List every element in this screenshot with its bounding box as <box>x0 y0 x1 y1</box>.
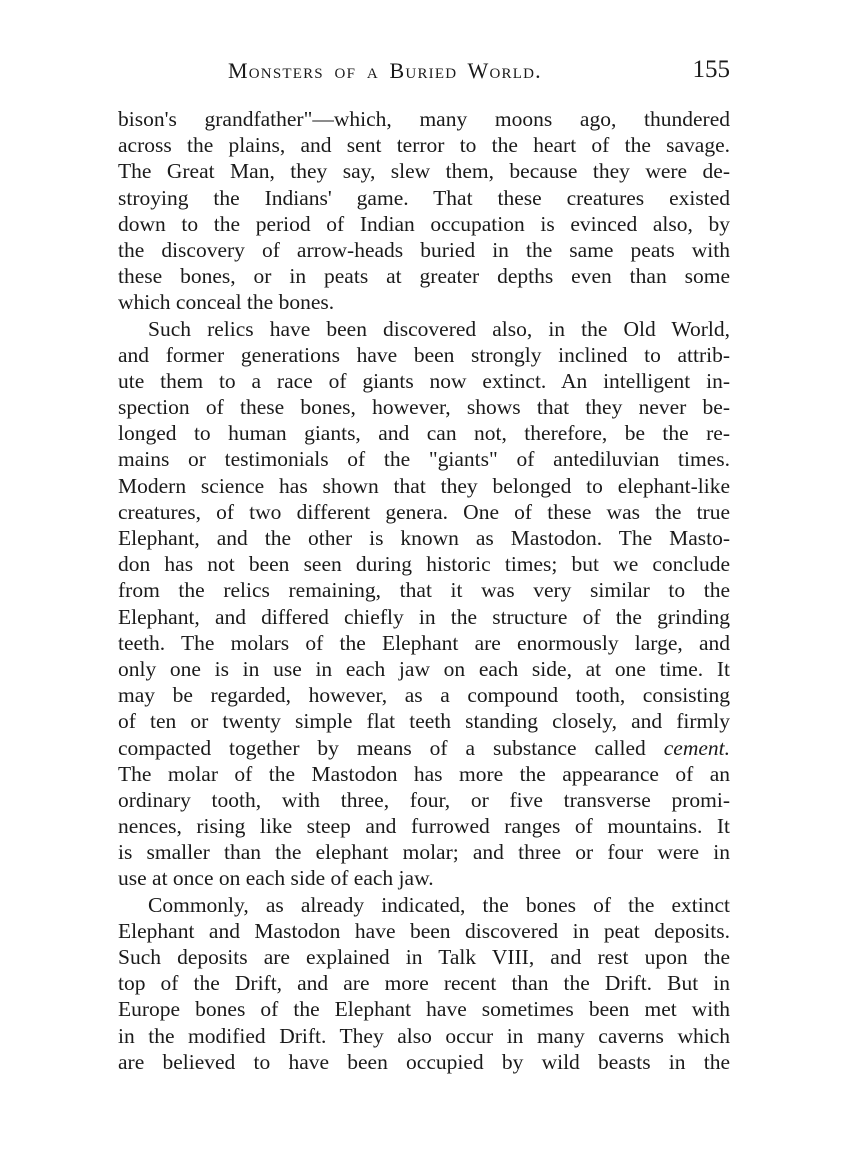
text-line: stroying the Indians' game. That these creatures existed <box>118 185 730 210</box>
text-line: bison's grandfather"—which, many moons ago, thundered <box>118 107 730 131</box>
paragraph <box>118 106 730 316</box>
text-line: Elephant, and the other is known as Mastodon. The Masto- <box>118 526 730 550</box>
text-line: longed to human giants, and can not, therefore, be the re- <box>118 421 730 446</box>
text-line: from the relics remaining, that it was very similar to the <box>118 578 730 603</box>
text-line: ordinary tooth, with three, four, or five transverse promi- <box>118 787 730 812</box>
text-line: the discovery of arrow-heads buried in the same peats with <box>118 237 730 262</box>
text-line: don has not been seen during historic times; but we conclude <box>118 552 730 577</box>
text-line: which conceal the bones. <box>118 290 335 315</box>
text-line: mains or testimonials of the "giants" of antediluvian times. <box>118 447 730 472</box>
body-text <box>118 106 730 1075</box>
text-line: teeth. The molars of the Elephant are enormously large, and <box>118 630 730 655</box>
text-line: across the plains, and sent terror to the heart of the savage. <box>118 133 730 158</box>
text-line: ute them to a race of giants now extinct. An intelligent in- <box>118 368 730 393</box>
paragraph <box>118 892 730 1075</box>
text-line: The Great Man, they say, slew them, because they were de- <box>118 159 730 184</box>
text-line: Modern science has shown that they belonged to elephant-like <box>118 473 730 498</box>
text-line: Elephant, and differed chiefly in the structure of the grinding <box>118 604 730 629</box>
page-number: 155 <box>692 56 730 83</box>
text-line: Commonly, as already indicated, the bones of the extinct <box>148 892 730 917</box>
paragraph <box>118 316 730 892</box>
text-line: Europe bones of the Elephant have sometimes been met with <box>118 997 730 1022</box>
running-head: Monsters of a Buried World. <box>228 58 542 83</box>
page-header <box>118 58 730 92</box>
text-line: are believed to have been occupied by wild beasts in the <box>118 1049 730 1074</box>
text-line: of ten or twenty simple flat teeth standing closely, and firmly <box>118 709 730 734</box>
text-line: these bones, or in peats at greater depths even than some <box>118 264 730 289</box>
text-line: Such deposits are explained in Talk VIII, and rest upon the <box>118 945 730 969</box>
text-line: may be regarded, however, as a compound tooth, consisting <box>118 683 730 708</box>
text-line: top of the Drift, and are more recent than the Drift. But in <box>118 971 730 996</box>
text-line: down to the period of Indian occupation is evinced also, by <box>118 211 730 236</box>
text-line: The molar of the Mastodon has more the appearance of an <box>118 761 730 786</box>
text-line: in the modified Drift. They also occur in many caverns which <box>118 1023 730 1048</box>
text-line: spection of these bones, however, shows that they never be- <box>118 395 730 420</box>
text-line-with-italic <box>118 735 730 761</box>
text-line: use at once on each side of each jaw. <box>118 866 434 891</box>
text-line: only one is in use in each jaw on each side, at one time. It <box>118 656 730 681</box>
text-line: and former generations have been strongly inclined to attrib- <box>118 342 730 367</box>
text-line: nences, rising like steep and furrowed ranges of mountains. It <box>118 814 730 839</box>
text-line: is smaller than the elephant molar; and three or four were in <box>118 840 730 865</box>
text-line: creatures, of two different genera. One of these was the true <box>118 499 730 524</box>
italic-term: cement. <box>663 735 730 760</box>
text-segment: compacted together by means of a substance called <box>118 735 646 760</box>
text-line: Elephant and Mastodon have been discovered in peat deposits. <box>118 918 730 943</box>
text-line: Such relics have been discovered also, in the Old World, <box>148 316 730 341</box>
